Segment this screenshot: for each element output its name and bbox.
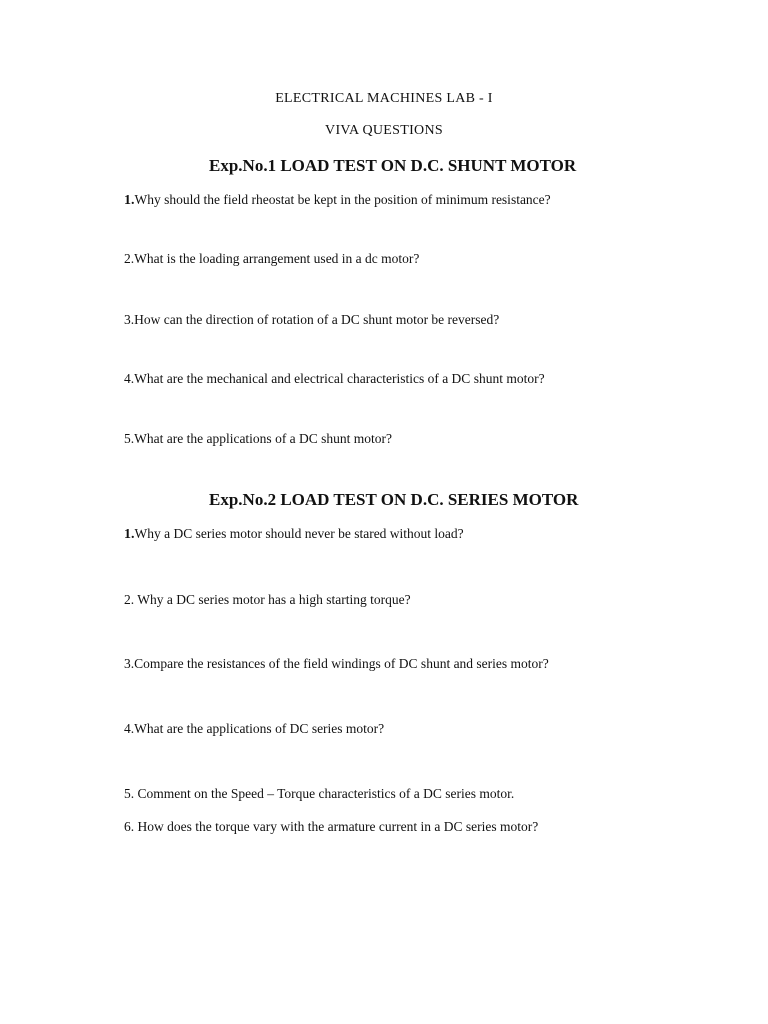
question-text: How can the direction of rotation of a DC shunt motor be reversed?: [134, 312, 500, 327]
question-number: 4.: [124, 371, 135, 386]
question-text: What are the applications of DC series motor?: [134, 721, 385, 736]
question-item: [124, 786, 514, 802]
question-text: Why a DC series motor has a high starting torque?: [137, 592, 411, 607]
section-heading-exp1: Exp.No.1 LOAD TEST ON D.C. SHUNT MOTOR: [209, 156, 577, 175]
question-item: [124, 526, 464, 543]
question-text: What are the mechanical and electrical characteristics of a DC shunt motor?: [134, 371, 545, 386]
question-text: Comment on the Speed – Torque characteristics of a DC series motor.: [137, 786, 515, 801]
question-number: 3.: [124, 656, 135, 671]
question-number: 2.: [124, 592, 138, 607]
question-item: [124, 721, 384, 737]
question-text: What are the applications of a DC shunt motor?: [134, 431, 393, 446]
question-number: 3.: [124, 312, 135, 327]
question-text: Compare the resistances of the field windings of DC shunt and series motor?: [134, 656, 549, 671]
question-number: 1.: [124, 527, 135, 542]
question-text: Why should the field rheostat be kept in the position of minimum resistance?: [134, 192, 551, 207]
question-item: [124, 431, 392, 447]
question-number: 2.: [124, 251, 135, 266]
page-subtitle: VIVA QUESTIONS: [325, 123, 443, 138]
question-number: 1.: [124, 193, 135, 208]
question-item: [124, 656, 549, 672]
question-number: 6.: [124, 819, 138, 834]
question-item: [124, 192, 551, 209]
question-number: 5.: [124, 786, 138, 801]
question-item: [124, 312, 499, 328]
question-text: Why a DC series motor should never be stared without load?: [134, 526, 464, 541]
question-item: [124, 819, 538, 835]
lab-title: ELECTRICAL MACHINES LAB - I: [275, 91, 493, 106]
question-item: [124, 251, 419, 267]
question-item: [124, 371, 545, 387]
question-number: 4.: [124, 721, 135, 736]
question-text: What is the loading arrangement used in a dc motor?: [134, 251, 420, 266]
section-heading-exp2: Exp.No.2 LOAD TEST ON D.C. SERIES MOTOR: [209, 490, 579, 509]
question-text: How does the torque vary with the armature current in a DC series motor?: [137, 819, 539, 834]
question-item: [124, 592, 411, 608]
question-number: 5.: [124, 431, 135, 446]
